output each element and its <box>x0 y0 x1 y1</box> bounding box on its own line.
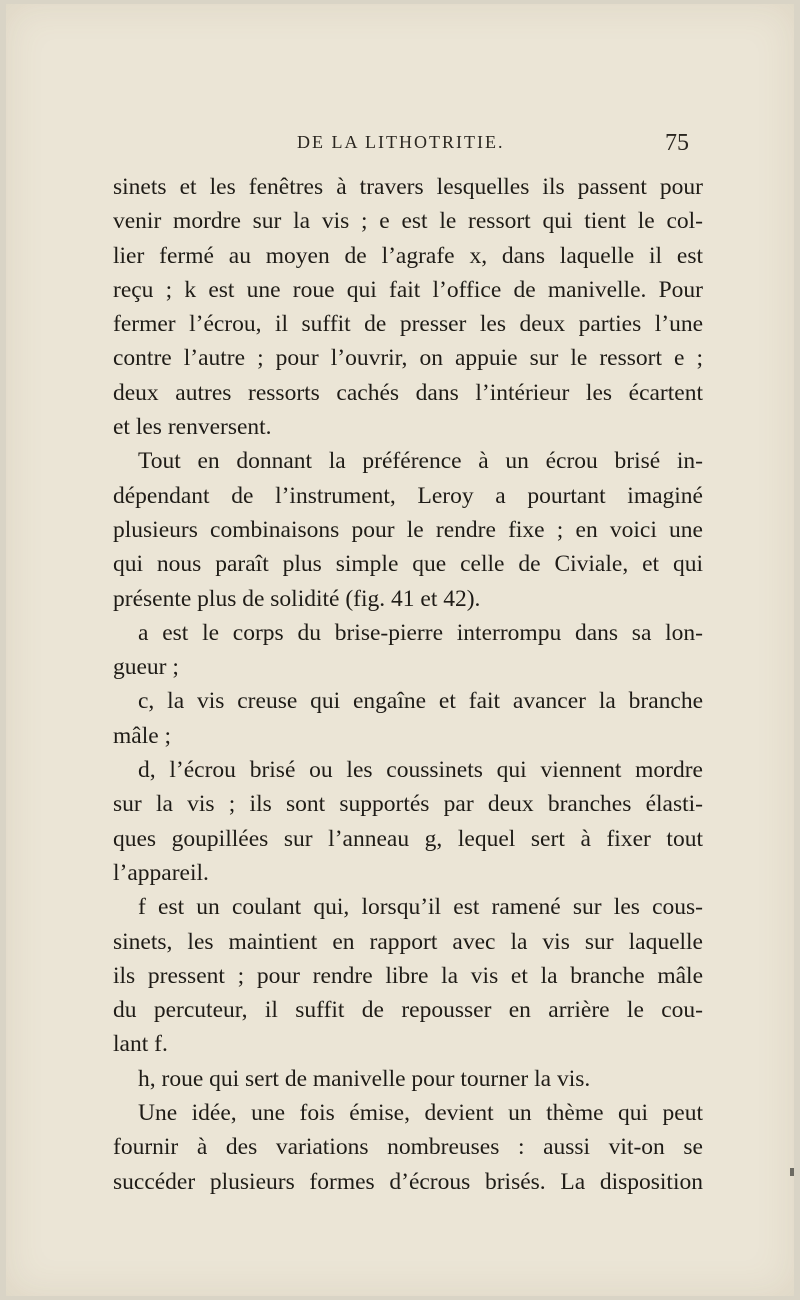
text-line: fournir à des variations nombreuses : aussi vit-on se <box>113 1134 703 1161</box>
text-line: sur la vis ; ils sont supportés par deux branches élasti- <box>113 791 703 818</box>
running-title: DE LA LITHOTRITIE. <box>297 132 505 152</box>
text-line: h, roue qui sert de manivelle pour tourner la vis. <box>138 1065 591 1092</box>
page-number: 75 <box>665 130 689 156</box>
text-line: Une idée, une fois émise, devient un thème qui peut <box>138 1100 703 1127</box>
text-line: l’appareil. <box>113 859 209 886</box>
text-line: lier fermé au moyen de l’agrafe x, dans laquelle il est <box>113 242 703 269</box>
text-line: c, la vis creuse qui engaîne et fait avancer la branche <box>138 688 703 715</box>
text-line: présente plus de solidité (fig. 41 et 42). <box>113 585 481 612</box>
text-line: du percuteur, il suffit de repousser en arrière le cou- <box>113 997 703 1024</box>
text-line: sinets et les fenêtres à travers lesquelles ils passent pour <box>113 174 703 200</box>
text-line: ques goupillées sur l’anneau g, lequel sert à fixer tout <box>113 825 703 852</box>
text-line: succéder plusieurs formes d’écrous brisés. La disposition <box>113 1168 703 1195</box>
text-line: f est un coulant qui, lorsqu’il est ramené sur les cous- <box>138 894 703 921</box>
text-line: fermer l’écrou, il suffit de presser les deux parties l’une <box>113 311 703 338</box>
text-line: contre l’autre ; pour l’ouvrir, on appuie sur le ressort e ; <box>113 345 703 372</box>
text-line: sinets, les maintient en rapport avec la vis sur laquelle <box>113 928 703 955</box>
text-line: plusieurs combinaisons pour le rendre fixe ; en voici une <box>113 516 703 543</box>
text-line: gueur ; <box>113 654 179 681</box>
text-line: reçu ; k est une roue qui fait l’office de manivelle. Pour <box>113 276 703 303</box>
book-page <box>6 4 794 1296</box>
text-line: a est le corps du brise-pierre interrompu dans sa lon- <box>138 619 703 646</box>
text-line: mâle ; <box>113 722 172 749</box>
text-line: d, l’écrou brisé ou les coussinets qui viennent mordre <box>138 757 703 784</box>
page-edge-mark <box>790 1168 794 1176</box>
text-line: dépendant de l’instrument, Leroy a pourtant imaginé <box>113 482 703 509</box>
page-header <box>113 132 689 162</box>
body-text <box>113 170 703 1199</box>
text-line: et les renversent. <box>113 414 272 441</box>
text-line: lant f. <box>113 1031 168 1058</box>
text-line: venir mordre sur la vis ; e est le ressort qui tient le col- <box>113 208 703 235</box>
text-line: Tout en donnant la préférence à un écrou brisé in- <box>138 448 703 475</box>
text-line: deux autres ressorts cachés dans l’intérieur les écartent <box>113 379 703 406</box>
text-line: qui nous paraît plus simple que celle de Civiale, et qui <box>113 551 703 578</box>
text-line: ils pressent ; pour rendre libre la vis et la branche mâle <box>113 962 703 989</box>
